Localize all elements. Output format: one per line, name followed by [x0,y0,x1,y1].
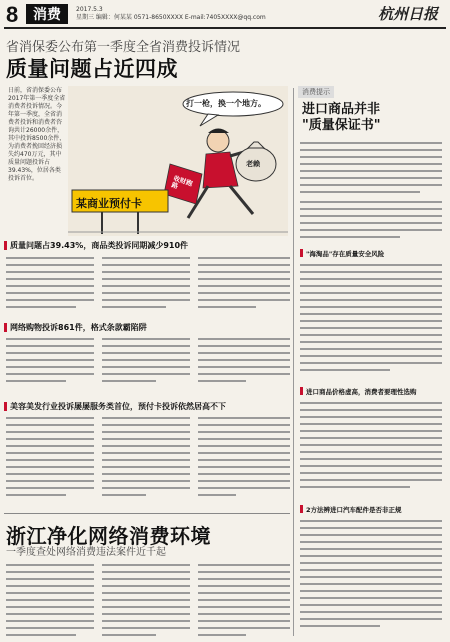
body-columns-2 [6,336,290,396]
sidebar-sub-price [300,386,417,396]
sidebar-sub-haitao [300,248,384,258]
subhead-quality [4,239,290,251]
page-number: 8 [6,2,19,27]
subhead-beauty [4,400,290,412]
story2-body [6,562,290,638]
header-rule [4,27,446,29]
red-marker [300,249,303,257]
sidebar-block-3 [300,518,442,636]
body-text-lines-2 [6,336,290,396]
story-headline: 质量问题占近四成 [6,57,178,81]
sidebar-intro-lines [300,140,442,245]
red-marker [4,241,7,250]
red-marker [300,387,303,395]
editor-contact: 星期三 编辑：何某某 0571-8650XXXX E-mail:7405XXXX@qq.com [76,14,266,21]
subhead-online-text: 网络购物投诉861件，格式条款霸陷阱 [10,322,147,332]
sidebar-block-1 [300,262,442,382]
red-marker [4,402,7,411]
issue-meta [76,6,266,22]
body-columns-3 [6,415,290,510]
sidebar-sub-autoparts-text: 2方法辨进口汽车配件是否非正规 [306,505,402,514]
body-text-lines-3 [6,415,290,510]
red-marker [4,323,7,332]
story2-subhead: 一季度查处网络消费违法案件近千起 [6,547,166,558]
issue-date: 2017.5.3 [76,6,103,13]
sidebar-sub-haitao-text: "海淘品"存在质量安全风险 [306,249,385,258]
sidebar-title [302,102,442,134]
subhead-online [4,321,290,333]
body-columns-1 [6,255,290,315]
bag-label: 老赖 [246,160,260,168]
subhead-quality-text: 质量问题占39.43%，商品类投诉同期减少910件 [10,240,189,250]
story-kicker: 省消保委公布第一季度全省消费投诉情况 [6,40,241,55]
subhead-beauty-text: 美容美发行业投诉屡屡服务类首位，预付卡投诉依然居高不下 [10,401,226,411]
sign-text: 某商业预付卡 [76,197,142,210]
sidebar-title-line2: "质量保证书" [302,118,381,133]
sidebar-sub-price-text: 进口商品价格虚高，消费者要理性选购 [306,387,417,396]
cartoon-illustration [68,86,288,236]
body-text-lines-1 [6,255,290,315]
sidebar-intro [300,140,442,245]
sidebar-sub-autoparts [300,504,402,514]
column-tag: 消费提示 [298,86,334,98]
story2-text-lines [6,562,290,638]
story2-headline: 浙江净化网络消费环境 [6,524,211,548]
red-marker [300,505,303,513]
section-label: 消费 [26,4,68,24]
tag-label: 收财跑路 [170,174,194,191]
speech-bubble-text: 打一枪，换一个地方。 [186,99,266,108]
story-divider [4,513,290,514]
sidebar-block-3-lines [300,518,442,636]
sidebar-title-line1: 进口商品并非 [302,102,381,117]
story-lead: 日前，省消保委公布2017年第一季度全省消费者投诉情况。今年第一季度，全省消费者投诉和消费者咨询共计26000余件，其中投诉8500余件，为消费者挽回经济损失约470万元，其中质量问题投诉占39.43%，位居各类投诉首位。 [8,87,66,182]
sidebar-block-2-lines [300,400,442,500]
newspaper-masthead: 杭州日报 [377,5,438,23]
sidebar-block-2 [300,400,442,500]
sidebar-block-1-lines [300,262,442,382]
